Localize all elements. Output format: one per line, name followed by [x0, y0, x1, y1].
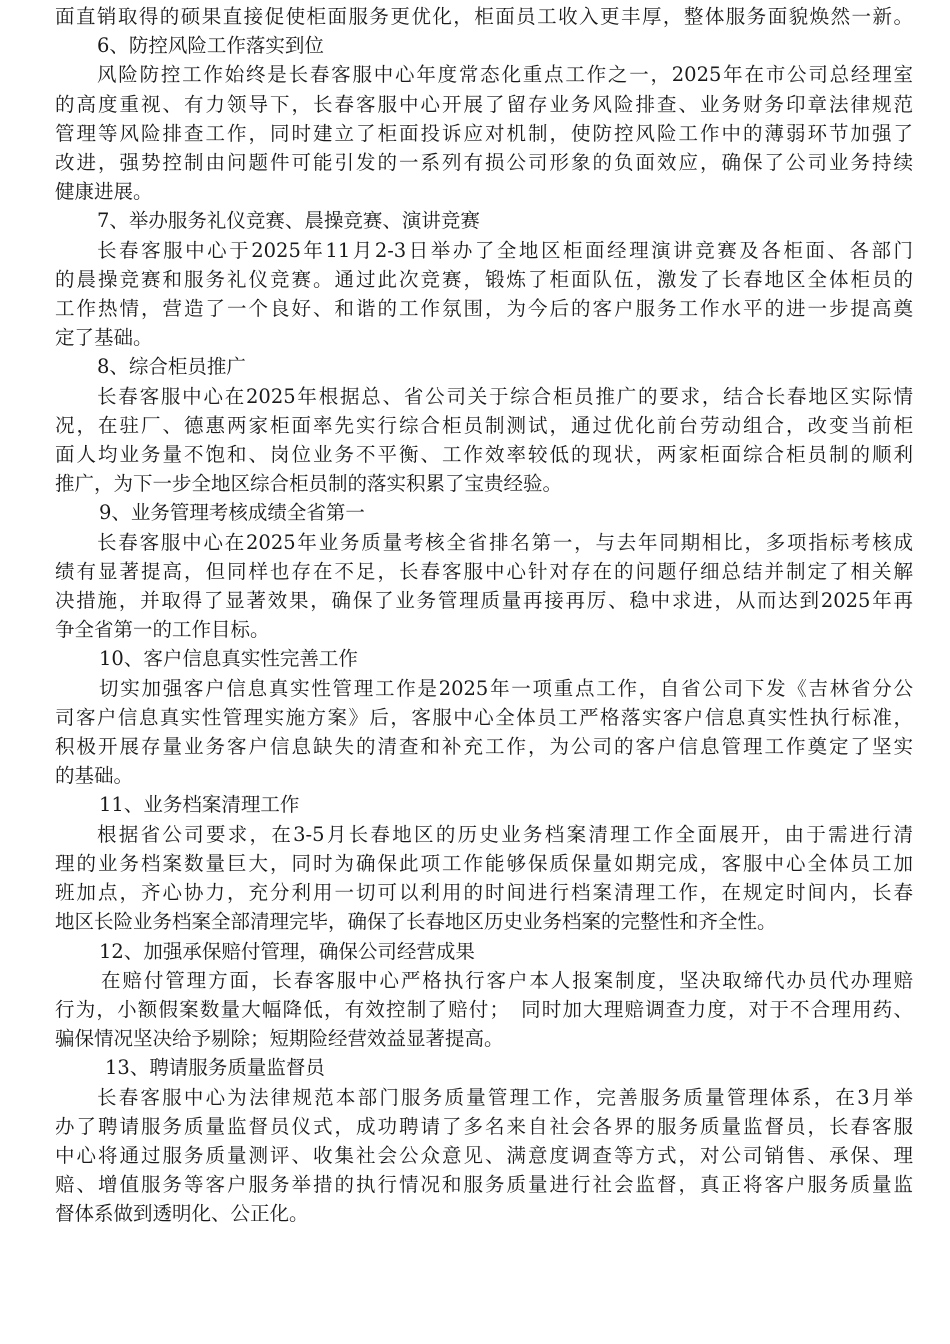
text-line: 长春客服中心在2025年业务质量考核全省排名第一，与去年同期相比，多项指标考核成: [97, 530, 913, 554]
text-line: 办了聘请服务质量监督员仪式，成功聘请了多名来自社会各界的服务质量监督员，长春客服: [55, 1114, 913, 1138]
section-heading: 10、客户信息真实性完善工作: [99, 647, 358, 671]
text-line: 管理等风险排查工作，同时建立了柜面投诉应对机制，使防控风险工作中的薄弱环节加强了: [55, 121, 913, 145]
text-line: 在赔付管理方面，长春客服中心严格执行客户本人报案制度，坚决取缔代办员代办理赔: [101, 968, 913, 992]
text-line: 面人均业务量不饱和、岗位业务不平衡、工作效率较低的现状，两家柜面综合柜员制的顺利: [55, 443, 913, 467]
text-line: 推广，为下一步全地区综合柜员制的落实积累了宝贵经验。: [55, 472, 563, 496]
text-line: 赔、增值服务等客户服务举措的执行情况和服务质量进行社会监督，真正将客户服务质量监: [55, 1173, 913, 1197]
text-line: 骗保情况坚决给予剔除；短期险经营效益显著提高。: [55, 1027, 504, 1051]
text-line: 的基础。: [55, 764, 134, 788]
text-line: 绩有显著提高，但同样也存在不足，长春客服中心针对存在的问题仔细总结并制定了相关解: [55, 559, 913, 583]
text-line: 风险防控工作始终是长春客服中心年度常态化重点工作之一，2025年在市公司总经理室: [97, 63, 913, 87]
text-line: 面直销取得的硕果直接促使柜面服务更优化，柜面员工收入更丰厚，整体服务面貌焕然一新。: [55, 5, 913, 28]
text-line: 地区长险业务档案全部清理完毕，确保了长春地区历史业务档案的完整性和齐全性。: [55, 910, 777, 934]
text-line: 班加点，齐心协力，充分利用一切可以利用的时间进行档案清理工作，在规定时间内，长春: [55, 881, 913, 905]
text-line: 健康进展。: [55, 180, 153, 204]
text-line: 改进，强势控制由问题件可能引发的一系列有损公司形象的负面效应，确保了公司业务持续: [55, 151, 913, 175]
text-line: 司客户信息真实性管理实施方案》后，客服中心全体员工严格落实客户信息真实性执行标准，: [55, 705, 913, 729]
text-line: 决措施，并取得了显著效果，确保了业务管理质量再接再厉、稳中求进，从而达到2025年再: [55, 589, 913, 613]
section-heading: 11、业务档案清理工作: [99, 793, 300, 817]
text-line: 中心将通过服务质量测评、收集社会公众意见、满意度调查等方式，对公司销售、承保、理: [55, 1143, 913, 1167]
text-line: 督体系做到透明化、公正化。: [55, 1202, 309, 1226]
section-heading: 9、业务管理考核成绩全省第一: [99, 501, 365, 525]
text-line: 长春客服中心于2025年11月2-3日举办了全地区柜面经理演讲竞赛及各柜面、各部门: [97, 238, 913, 262]
section-heading: 6、防控风险工作落实到位: [97, 34, 324, 58]
text-line: 工作热情，营造了一个良好、和谐的工作氛围，为今后的客户服务工作水平的进一步提高奠: [55, 297, 913, 321]
section-heading: 13、聘请服务质量监督员: [105, 1056, 325, 1080]
text-line: 理的业务档案数量巨大，同时为确保此项工作能够保质保量如期完成，客服中心全体员工加: [55, 851, 913, 875]
text-line: 根据省公司要求，在3-5月长春地区的历史业务档案清理工作全面展开，由于需进行清: [97, 822, 913, 846]
text-line: 的高度重视、有力领导下，长春客服中心开展了留存业务风险排查、业务财务印章法律规范: [55, 92, 913, 116]
text-line: 长春客服中心为法律规范本部门服务质量管理工作，完善服务质量管理体系，在3月举: [97, 1085, 913, 1109]
section-heading: 7、举办服务礼仪竞赛、晨操竞赛、演讲竞赛: [97, 209, 480, 233]
section-heading: 12、加强承保赔付管理，确保公司经营成果: [99, 939, 475, 963]
text-line: 行为，小额假案数量大幅降低，有效控制了赔付； 同时加大理赔调查力度，对于不合理用药、: [55, 997, 913, 1021]
text-line: 况，在驻厂、德惠两家柜面率先实行综合柜员制测试，通过优化前台劳动组合，改变当前柜: [55, 413, 913, 437]
text-line: 争全省第一的工作目标。: [55, 618, 270, 642]
document-page: [55, 2, 913, 1229]
text-line: 切实加强客户信息真实性管理工作是2025年一项重点工作，自省公司下发《吉林省分公: [99, 676, 913, 700]
text-line: 长春客服中心在2025年根据总、省公司关于综合柜员推广的要求，结合长春地区实际情: [97, 384, 913, 408]
text-line: 定了基础。: [55, 326, 153, 350]
text-line: 的晨操竞赛和服务礼仪竞赛。通过此次竞赛，锻炼了柜面队伍，激发了长春地区全体柜员的: [55, 267, 913, 291]
section-heading: 8、综合柜员推广: [97, 355, 246, 379]
text-line: 积极开展存量业务客户信息缺失的清查和补充工作，为公司的客户信息管理工作奠定了坚实: [55, 735, 913, 759]
